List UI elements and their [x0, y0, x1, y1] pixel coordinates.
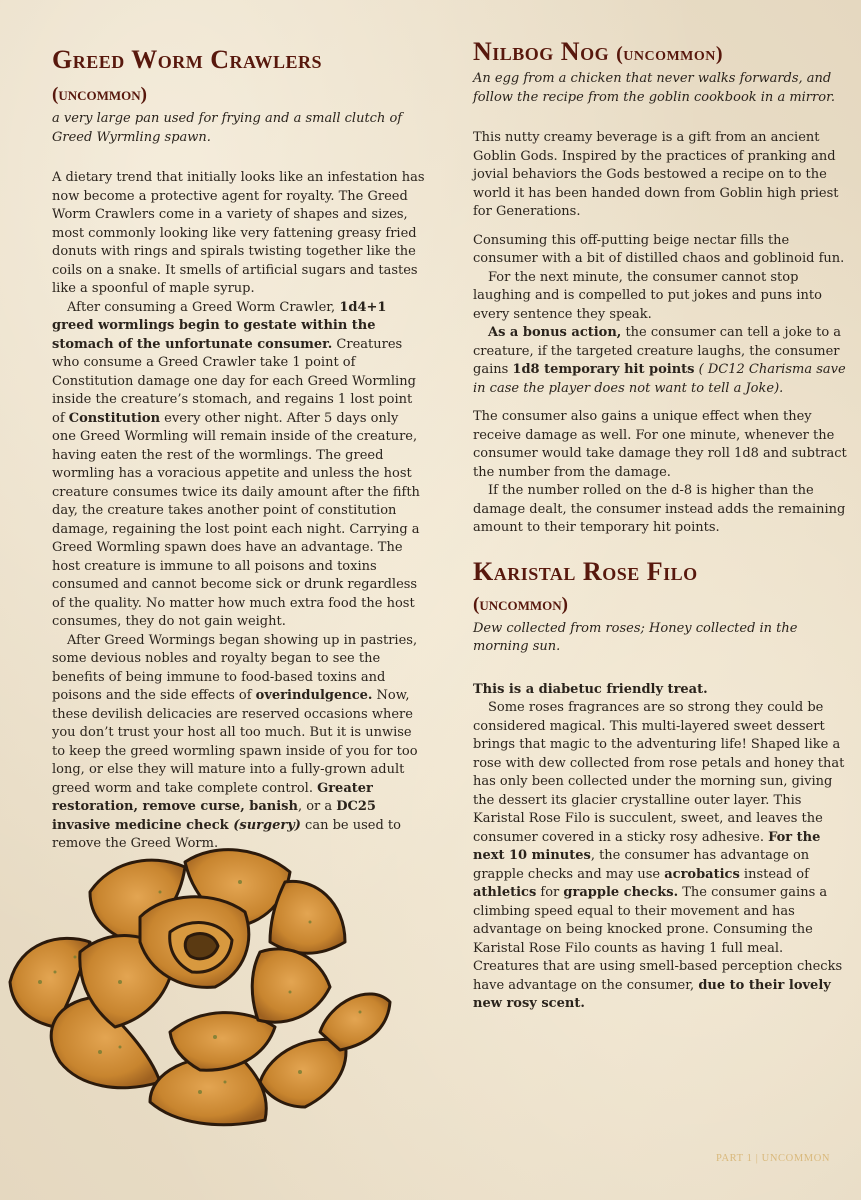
- right-column: [473, 0, 849, 1014]
- section-title-greed-worm-crawlers: Greed Worm Crawlers: [52, 45, 323, 74]
- rose-pastry-illustration: [0, 832, 400, 1132]
- flavor-text: An egg from a chicken that never walks forwards, and follow the recipe from the goblin cookbook in a mirror.: [473, 71, 835, 105]
- paragraph: This nutty creamy beverage is a gift from an ancient Goblin Gods. Inspired by the practices of pranking and jovial behaviors the Gods bestowed a recipe on to the world it has been handed down from Goblin high priest for Generations.: [473, 130, 839, 219]
- paragraph: Consuming this off-putting beige nectar fills the consumer with a bit of distilled chaos and goblinoid fun.: [473, 232, 845, 266]
- section-title-nilbog-nog: Nilbog Nog (uncommon): [473, 37, 724, 66]
- paragraph: If the number rolled on the d-8 is higher than the damage dealt, the consumer instead adds the remaining amount to their temporary hit points.: [473, 483, 846, 535]
- paragraph: After consuming a Greed Worm Crawler, 1d4+1 greed wormlings begin to gestate within the stomach of the unfortunate consumer. Creatures who consume a Greed Crawler take 1 point of Constitution damage one day for each Greed Wormling inside the creature’s stomach, and regains 1 lost point of Constitution every other night. After 5 days only one Greed Wormling will remain inside of the creature, having eaten the rest of the wormlings. The greed wormling has a voracious appetite and unless the host creature consumes twice its daily amount after the fifth day, the creature takes another point of constitution damage, regaining the lost point each night. Carrying a Greed Wormling spawn does have an advantage. The host creature is immune to all poisons and toxins consumed and cannot become sick or drunk regardless of the quality. No matter how much extra food the host consumes, they do not gain weight.: [52, 299, 420, 629]
- rarity-label: (uncommon): [52, 84, 147, 105]
- section-title-karistal-rose-filo: Karistal Rose Filo: [473, 556, 698, 586]
- paragraph: The consumer also gains a unique effect when they receive damage as well. For one minute, whenever the consumer would take damage they roll 1d8 and subtract the number from the damage.: [473, 409, 847, 480]
- flavor-text: a very large pan used for frying and a small clutch of Greed Wyrmling spawn.: [52, 111, 403, 145]
- paragraph: As a bonus action, the consumer can tell a joke to a creature, if the targeted creature laughs, the consumer gains 1d8 temporary hit points ( DC12 Charisma save in case the player does not want to tell a Joke).: [473, 325, 846, 396]
- bold-line: This is a diabetuc friendly treat.: [473, 681, 708, 697]
- paragraph: Some roses fragrances are so strong they could be considered magical. This multi-layered sweet dessert brings that magic to the adventuring life! Shaped like a rose with dew collected from rose petals and honey that has only been collected under the morning sun, giving the dessert its glacier crystalline outer layer. This Karistal Rose Filo is succulent, sweet, and leaves the consumer covered in a sticky rosy adhesive. For the next 10 minutes, the consumer has advantage on grapple checks and may use acrobatics instead of athletics for grapple checks. The consumer gains a climbing speed equal to their movement and has advantage on being knocked prone. Consuming the Karistal Rose Filo counts as having 1 full meal. Creatures that are using smell-based perception checks have advantage on the consumer, due to their lovely new rosy scent.: [473, 700, 845, 1011]
- paragraph: A dietary trend that initially looks like an infestation has now become a protective agent for royalty. The Greed Worm Crawlers come in a variety of shapes and sizes, most commonly looking like very fattening greasy fried donuts with rings and spirals twisting together like the coils on a snake. It smells of artificial sugars and tastes like a spoonful of maple syrup.: [52, 170, 425, 296]
- flavor-text: Dew collected from roses; Honey collected in the morning sun.: [473, 620, 798, 654]
- paragraph: After Greed Wormings began showing up in pastries, some devious nobles and royalty began to see the benefits of being immune to food-based toxins and poisons and the side effects of overindulgence. Now, these devilish delicacies are reserved occasions where you don’t trust your host all too much. But it is unwise to keep the greed wormling spawn inside of you for too long, or else they will mature into a fully-grown adult greed worm and take complete control. Greater restoration, remove curse, banish, or a DC25 invasive medicine check (surgery) can be used to remove the Greed Worm.: [52, 632, 418, 851]
- rarity-label: (uncommon): [473, 593, 568, 615]
- page-footer: PART 1 | UNCOMMON: [716, 1153, 831, 1164]
- left-column: [52, 0, 426, 854]
- paragraph: For the next minute, the consumer cannot stop laughing and is compelled to put jokes and puns into every sentence they speak.: [473, 269, 822, 322]
